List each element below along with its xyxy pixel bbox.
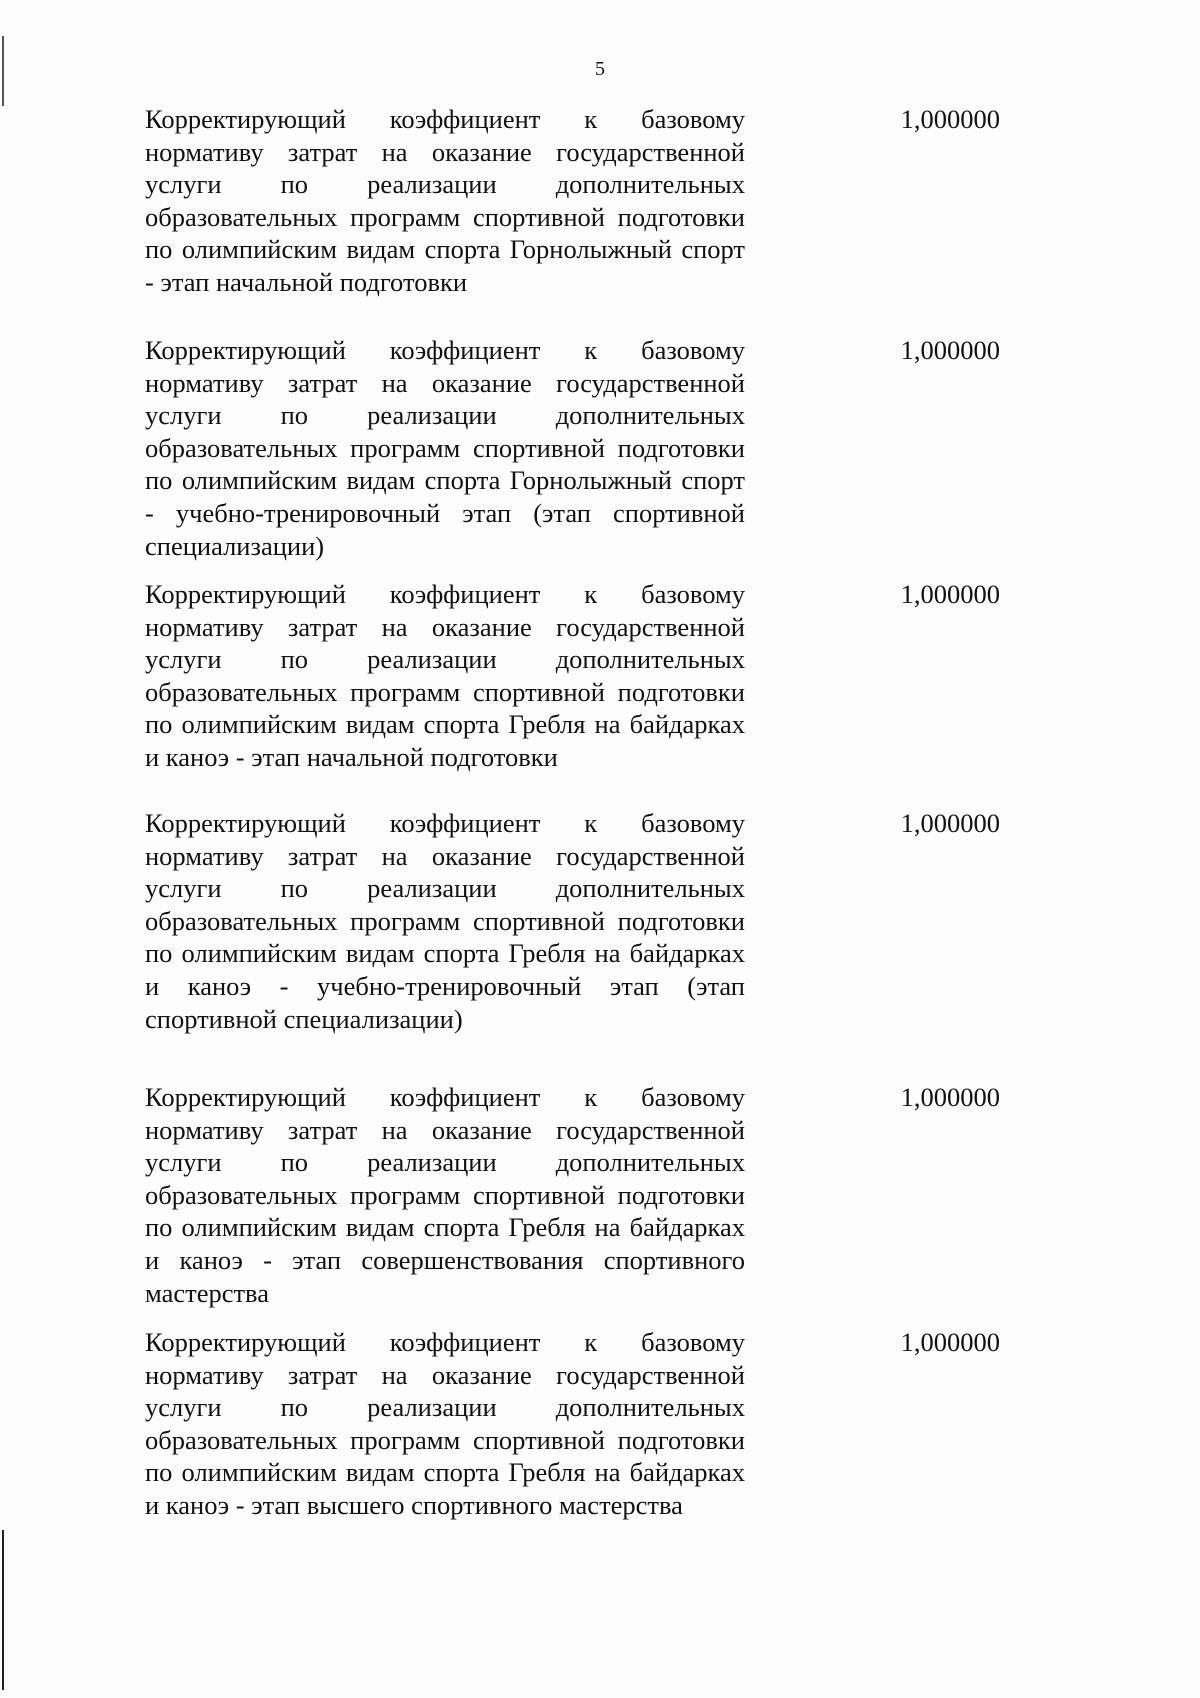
page-number: 5 xyxy=(595,58,605,80)
coefficient-description: Корректирующий коэффициент к базовому нормативу затрат на оказание государственной услуги по реализации дополнительных образовательных программ спортивной подготовки по олимпийским видам спорта Горнолыжный спорт - учебно-тренировочный этап (этап спортивной специализации) xyxy=(145,335,745,561)
coefficient-value: 1,000000 xyxy=(900,1082,1000,1112)
coefficient-description: Корректирующий коэффициент к базовому нормативу затрат на оказание государственной услуги по реализации дополнительных образовательных программ спортивной подготовки по олимпийским видам спорта Горнолыжный спорт - этап начальной подготовки xyxy=(145,104,745,297)
coefficient-value: 1,000000 xyxy=(900,1327,1000,1357)
coefficient-value: 1,000000 xyxy=(900,104,1000,134)
binding-mark xyxy=(2,1530,4,1690)
coefficient-value: 1,000000 xyxy=(900,335,1000,365)
coefficient-description: Корректирующий коэффициент к базовому нормативу затрат на оказание государственной услуги по реализации дополнительных образовательных программ спортивной подготовки по олимпийским видам спорта Гребля на байдарках и каноэ - этап начальной подготовки xyxy=(145,579,745,772)
coefficient-description: Корректирующий коэффициент к базовому нормативу затрат на оказание государственной услуги по реализации дополнительных образовательных программ спортивной подготовки по олимпийским видам спорта Гребля на байдарках и каноэ - этап совершенствования спортивного мастерства xyxy=(145,1082,745,1308)
coefficient-description: Корректирующий коэффициент к базовому нормативу затрат на оказание государственной услуги по реализации дополнительных образовательных программ спортивной подготовки по олимпийским видам спорта Гребля на байдарках и каноэ - этап высшего спортивного мастерства xyxy=(145,1327,745,1520)
coefficient-value: 1,000000 xyxy=(900,579,1000,609)
coefficient-description: Корректирующий коэффициент к базовому нормативу затрат на оказание государственной услуги по реализации дополнительных образовательных программ спортивной подготовки по олимпийским видам спорта Гребля на байдарках и каноэ - учебно-тренировочный этап (этап спортивной специализации) xyxy=(145,808,745,1034)
coefficient-value: 1,000000 xyxy=(900,808,1000,838)
